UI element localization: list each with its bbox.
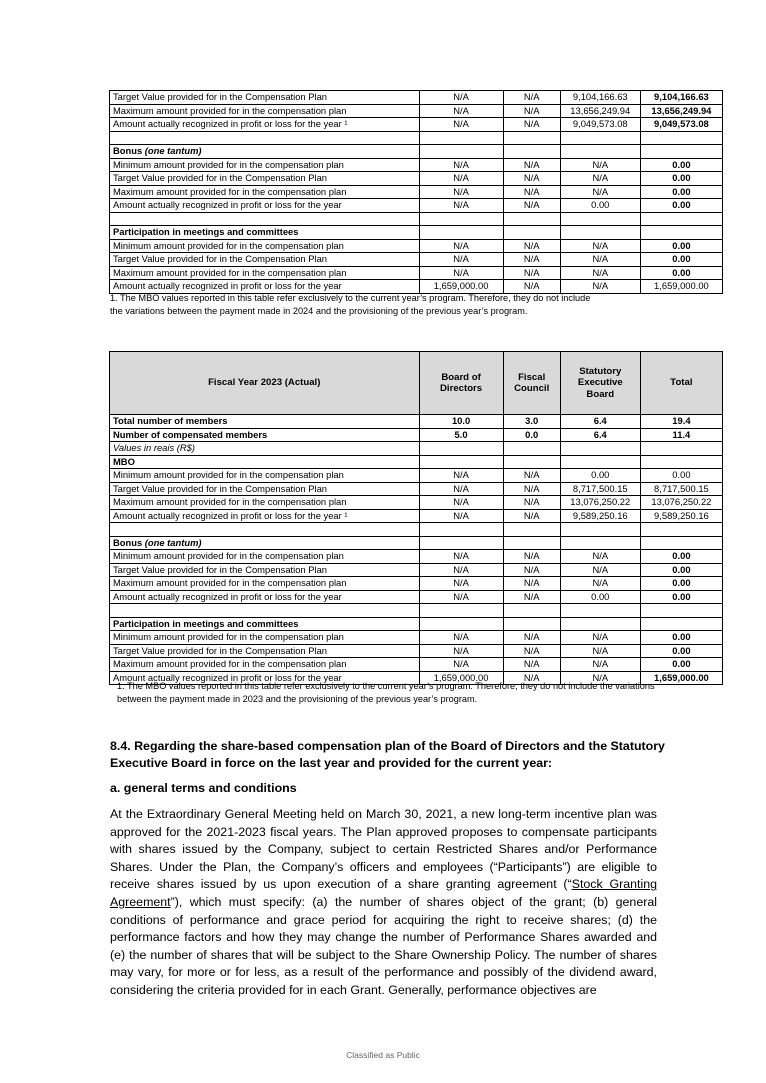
- cell-total: 9,049,573.08: [640, 118, 722, 132]
- table-row: [110, 482, 723, 496]
- table-fiscal-year-2023: [109, 351, 723, 685]
- row-label: Maximum amount provided for in the compensation plan: [110, 104, 420, 118]
- row-label: Number of compensated members: [110, 428, 420, 442]
- cell-total: 0.00: [640, 469, 722, 483]
- cell-total: 0.00: [640, 239, 722, 253]
- cell-executive: N/A: [560, 239, 640, 253]
- cell-fiscal: N/A: [503, 671, 560, 685]
- table-2024-continuation: [109, 90, 723, 294]
- cell-total: 13,076,250.22: [640, 496, 722, 510]
- cell-executive: 0.00: [560, 469, 640, 483]
- cell-executive: N/A: [560, 266, 640, 280]
- row-label: Minimum amount provided for in the compensation plan: [110, 158, 420, 172]
- table-row: [110, 550, 723, 564]
- section-row-mbo: [110, 455, 723, 469]
- row-label: Amount actually recognized in profit or loss for the year: [110, 199, 420, 213]
- cell-total: 1,659,000.00: [640, 671, 722, 685]
- cell-board: N/A: [419, 172, 503, 186]
- table-row: [110, 563, 723, 577]
- cell-executive: N/A: [560, 253, 640, 267]
- cell-total: 1,659,000.00: [640, 280, 722, 294]
- cell-fiscal: N/A: [503, 253, 560, 267]
- row-label: Maximum amount provided for in the compensation plan: [110, 658, 420, 672]
- body-paragraph: At the Extraordinary General Meeting held on March 30, 2021, a new long-term incentive plan was approved for the 2021-2023 fiscal years. The Plan approved proposes to compensate participants with shares issued by the Company, subject to certain Restricted Shares and/or Performance Shares. Under the Plan, the Company’s officers and employees (“Participants”) are eligible to receive shares issued by us upon execution of a share granting agreement (“Stock Granting Agreement”), which must specify: (a) the number of shares object of the grant; (b) general conditions of performance and grace period for acquiring the right to receive shares; (d) the performance factors and how they may change the number of Performance Shares awarded and (e) the number of shares that will be subject to the Share Ownership Policy. The number of shares may vary, for more or for less, as a result of the performance and possibly of the dividend award, considering the criteria provided for in each Grant. Generally, performance objectives are: [110, 807, 657, 997]
- section-label: Participation in meetings and committees: [110, 226, 420, 240]
- cell-fiscal: N/A: [503, 158, 560, 172]
- cell-total: 9,104,166.63: [640, 91, 722, 105]
- row-label: Maximum amount provided for in the compensation plan: [110, 577, 420, 591]
- cell-total: 0.00: [640, 550, 722, 564]
- cell-fiscal: N/A: [503, 91, 560, 105]
- cell-board: N/A: [419, 631, 503, 645]
- cell-board: N/A: [419, 199, 503, 213]
- table1-footnote: [110, 292, 730, 317]
- cell-total: 0.00: [640, 199, 722, 213]
- page-footer: Classified as Public: [346, 1050, 420, 1060]
- section-row-bonus: [110, 536, 723, 550]
- table-row: [110, 658, 723, 672]
- cell-fiscal: N/A: [503, 482, 560, 496]
- section-label: Bonus (one tantum): [110, 536, 420, 550]
- cell-board: N/A: [419, 550, 503, 564]
- cell-board: N/A: [419, 469, 503, 483]
- cell-fiscal: N/A: [503, 496, 560, 510]
- cell-executive: 8,717,500.15: [560, 482, 640, 496]
- cell-board: N/A: [419, 496, 503, 510]
- cell-total: 0.00: [640, 590, 722, 604]
- cell-fiscal: N/A: [503, 563, 560, 577]
- cell-fiscal: N/A: [503, 185, 560, 199]
- table-row: [110, 104, 723, 118]
- cell-board: N/A: [419, 91, 503, 105]
- section-heading: 8.4. Regarding the share-based compensation plan of the Board of Directors and the Statutory Executive Board in force on the last year and provided for the current year:: [110, 739, 665, 770]
- cell-fiscal: N/A: [503, 280, 560, 294]
- cell-board: N/A: [419, 158, 503, 172]
- cell-total: 0.00: [640, 172, 722, 186]
- cell-executive: 9,104,166.63: [560, 91, 640, 105]
- cell-board: N/A: [419, 253, 503, 267]
- cell-fiscal: N/A: [503, 104, 560, 118]
- header-board: Board of Directors: [419, 352, 503, 415]
- spacer-row: [110, 131, 723, 145]
- section-row-participation: [110, 617, 723, 631]
- cell-board: N/A: [419, 266, 503, 280]
- section-row-participation: [110, 226, 723, 240]
- cell-board: N/A: [419, 482, 503, 496]
- cell-board: N/A: [419, 118, 503, 132]
- subsection-heading: a. general terms and conditions: [110, 781, 297, 795]
- cell-fiscal: N/A: [503, 199, 560, 213]
- table-row: [110, 199, 723, 213]
- cell-board: 1,659,000.00: [419, 280, 503, 294]
- row-label: Target Value provided for in the Compensation Plan: [110, 91, 420, 105]
- cell-fiscal: N/A: [503, 658, 560, 672]
- table-header-row: [110, 352, 723, 415]
- cell-executive: N/A: [560, 631, 640, 645]
- table-row: [110, 644, 723, 658]
- row-label: Total number of members: [110, 415, 420, 429]
- cell-total: 19.4: [640, 415, 722, 429]
- table-row: [110, 496, 723, 510]
- table-row: [110, 185, 723, 199]
- cell-fiscal: N/A: [503, 266, 560, 280]
- row-label: Minimum amount provided for in the compensation plan: [110, 469, 420, 483]
- footnote-line: the variations between the payment made in 2024 and the provisioning of the previous year’s program.: [110, 305, 528, 316]
- cell-total: 0.00: [640, 185, 722, 199]
- table-row: [110, 118, 723, 132]
- row-label: Maximum amount provided for in the compensation plan: [110, 185, 420, 199]
- table-row: [110, 91, 723, 105]
- table-row: [110, 239, 723, 253]
- cell-total: 0.00: [640, 577, 722, 591]
- table-row: [110, 415, 723, 429]
- cell-fiscal: N/A: [503, 469, 560, 483]
- row-label: Target Value provided for in the Compensation Plan: [110, 563, 420, 577]
- section-label: Participation in meetings and committees: [110, 617, 420, 631]
- cell-fiscal: N/A: [503, 239, 560, 253]
- cell-executive: N/A: [560, 158, 640, 172]
- cell-total: 0.00: [640, 266, 722, 280]
- cell-executive: N/A: [560, 172, 640, 186]
- row-label: Minimum amount provided for in the compensation plan: [110, 631, 420, 645]
- section-label: Bonus (one tantum): [110, 145, 420, 159]
- row-label: Amount actually recognized in profit or loss for the year: [110, 671, 420, 685]
- cell-total: 0.00: [640, 644, 722, 658]
- cell-executive: 13,076,250.22: [560, 496, 640, 510]
- header-total: Total: [640, 352, 722, 415]
- cell-board: N/A: [419, 239, 503, 253]
- cell-board: N/A: [419, 577, 503, 591]
- cell-executive: 6.4: [560, 415, 640, 429]
- spacer-row: [110, 523, 723, 537]
- row-label: Target Value provided for in the Compensation Plan: [110, 253, 420, 267]
- cell-total: 0.00: [640, 158, 722, 172]
- table-row: [110, 280, 723, 294]
- cell-board: 5.0: [419, 428, 503, 442]
- row-label: Minimum amount provided for in the compensation plan: [110, 239, 420, 253]
- cell-total: 0.00: [640, 253, 722, 267]
- cell-total: 0.00: [640, 563, 722, 577]
- table-row: [110, 428, 723, 442]
- section-row-bonus: [110, 145, 723, 159]
- cell-executive: 6.4: [560, 428, 640, 442]
- row-label: Amount actually recognized in profit or loss for the year: [110, 590, 420, 604]
- table-row: [110, 590, 723, 604]
- cell-executive: 13,656,249.94: [560, 104, 640, 118]
- cell-fiscal: N/A: [503, 509, 560, 523]
- cell-fiscal: N/A: [503, 590, 560, 604]
- row-label: Target Value provided for in the Compensation Plan: [110, 644, 420, 658]
- cell-executive: 9,589,250.16: [560, 509, 640, 523]
- cell-fiscal: N/A: [503, 631, 560, 645]
- values-unit-row: [110, 442, 723, 456]
- cell-executive: N/A: [560, 563, 640, 577]
- row-label: Maximum amount provided for in the compensation plan: [110, 266, 420, 280]
- cell-fiscal: 0.0: [503, 428, 560, 442]
- cell-fiscal: N/A: [503, 577, 560, 591]
- cell-executive: N/A: [560, 644, 640, 658]
- row-label: Target Value provided for in the Compensation Plan: [110, 482, 420, 496]
- values-unit-label: Values in reais (R$): [110, 442, 420, 456]
- cell-executive: N/A: [560, 280, 640, 294]
- cell-fiscal: N/A: [503, 172, 560, 186]
- cell-fiscal: 3.0: [503, 415, 560, 429]
- table-row: [110, 172, 723, 186]
- row-label: Amount actually recognized in profit or loss for the year: [110, 280, 420, 294]
- cell-board: 10.0: [419, 415, 503, 429]
- row-label: Minimum amount provided for in the compensation plan: [110, 550, 420, 564]
- cell-board: N/A: [419, 104, 503, 118]
- cell-executive: N/A: [560, 671, 640, 685]
- cell-executive: N/A: [560, 550, 640, 564]
- header-fiscal: Fiscal Council: [503, 352, 560, 415]
- spacer-row: [110, 212, 723, 226]
- cell-total: 9,589,250.16: [640, 509, 722, 523]
- stock-granting-agreement-term: Stock Granting Agreement: [110, 877, 657, 909]
- cell-executive: 0.00: [560, 590, 640, 604]
- cell-executive: 0.00: [560, 199, 640, 213]
- cell-fiscal: N/A: [503, 644, 560, 658]
- cell-board: N/A: [419, 658, 503, 672]
- table-row: [110, 266, 723, 280]
- cell-fiscal: N/A: [503, 118, 560, 132]
- table-row: [110, 253, 723, 267]
- cell-board: N/A: [419, 644, 503, 658]
- row-label: Maximum amount provided for in the compensation plan: [110, 496, 420, 510]
- row-label: Amount actually recognized in profit or loss for the year ¹: [110, 509, 420, 523]
- spacer-row: [110, 604, 723, 618]
- table-row: [110, 577, 723, 591]
- cell-total: 11.4: [640, 428, 722, 442]
- cell-total: 8,717,500.15: [640, 482, 722, 496]
- cell-executive: 9,049,573.08: [560, 118, 640, 132]
- footnote-line: between the payment made in 2023 and the provisioning of the previous year’s program.: [117, 693, 478, 704]
- footnote-line: 1. The MBO values reported in this table refer exclusively to the current year’s program. Therefore, they do not include: [110, 293, 591, 303]
- cell-executive: N/A: [560, 185, 640, 199]
- cell-executive: N/A: [560, 577, 640, 591]
- cell-board: 1,659,000.00: [419, 671, 503, 685]
- header-executive: Statutory Executive Board: [560, 352, 640, 415]
- table2-footnote: [117, 680, 737, 705]
- footnote-line: 1. The MBO values reported in this table refer exclusively to the current year’s program. Therefore, they do not include the variations: [117, 681, 655, 691]
- table-row: [110, 631, 723, 645]
- cell-board: N/A: [419, 185, 503, 199]
- cell-board: N/A: [419, 563, 503, 577]
- cell-total: 13,656,249.94: [640, 104, 722, 118]
- cell-total: 0.00: [640, 658, 722, 672]
- table-row: [110, 469, 723, 483]
- section-label: MBO: [110, 455, 420, 469]
- cell-board: N/A: [419, 509, 503, 523]
- cell-board: N/A: [419, 590, 503, 604]
- row-label: Amount actually recognized in profit or loss for the year ¹: [110, 118, 420, 132]
- cell-executive: N/A: [560, 658, 640, 672]
- cell-total: 0.00: [640, 631, 722, 645]
- table-row: [110, 509, 723, 523]
- row-label: Target Value provided for in the Compensation Plan: [110, 172, 420, 186]
- table-row: [110, 158, 723, 172]
- header-title: Fiscal Year 2023 (Actual): [110, 352, 420, 415]
- cell-fiscal: N/A: [503, 550, 560, 564]
